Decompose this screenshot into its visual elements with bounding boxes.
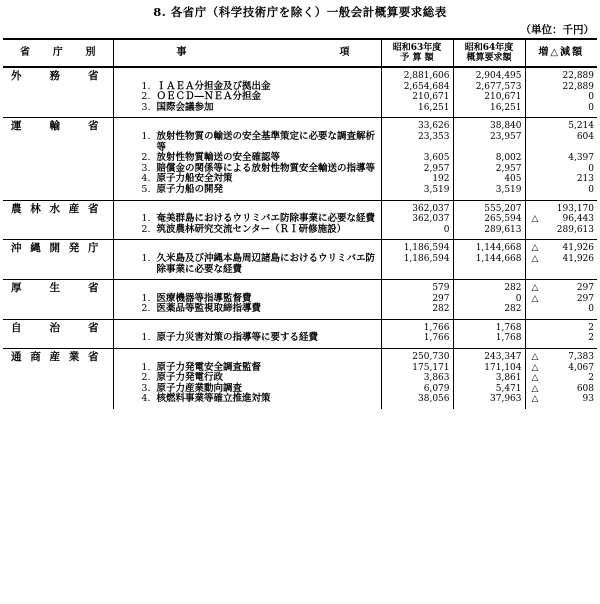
cell-diff: 0 [588,102,594,113]
cell-fy64: 1,768 [453,333,525,348]
cell-fy63: 1,766 [381,333,453,348]
cell-diff: 5,214 [525,118,597,132]
decrease-triangle-icon: △ [531,214,539,225]
cell-fy64: 1,144,668 [453,240,525,254]
cell-diff: 0 [588,184,594,195]
cell-fy64: 2,957 [453,164,525,175]
table-row-group-total [3,280,597,294]
item-number: 1. [141,130,151,142]
item-number: 3. [141,162,151,174]
decrease-triangle-icon: △ [531,283,539,294]
ministry-name: 沖縄開発庁 [3,240,113,280]
cell-fy64: 5,471 [453,384,525,395]
item-text: 原子力船安全対策 [156,173,233,185]
cell-fy63: 362,037 [381,200,453,214]
cell-diff: 0 [588,304,594,315]
cell-fy63: 2,957 [381,164,453,175]
item-cell [113,164,381,175]
item-text: 原子力船の開発 [156,183,224,195]
unit-label: （単位：千円） [520,24,594,36]
cell-fy63: 16,251 [381,103,453,118]
item-text: ＯＥＣＤ―ＮＥＡ分担金 [156,91,262,103]
cell-diff: 0 [588,92,594,103]
item-cell [113,132,381,153]
cell-fy64: 3,519 [453,185,525,200]
item-number: 4. [141,173,151,185]
item-cell [113,363,381,374]
ministry-name: 外務省 [3,67,113,118]
item-text: 賠償金の関係等による放射性物質安全輸送の指導等 [156,162,376,174]
item-cell [113,225,381,240]
item-number: 5. [141,183,151,195]
cell-diff: △ 4,067 [531,362,594,373]
budget-table [3,38,597,409]
item-text: 原子力災害対策の指導等に要する経費 [156,332,319,344]
cell-fy64: 2,904,495 [453,67,525,82]
cell-fy64: 2,677,573 [453,82,525,93]
item-number: 4. [141,393,151,405]
cell-fy63: 6,079 [381,384,453,395]
cell-fy64: 289,613 [453,225,525,240]
item-text: 原子力発電行政 [156,372,224,384]
cell-fy63: 1,186,594 [381,240,453,254]
item-number: 2. [141,223,151,235]
cell-diff: 22,889 [562,81,594,92]
cell-fy63: 23,353 [381,132,453,153]
cell-diff: △ 297 [525,280,597,294]
header-item: 事 項 [113,39,381,67]
item-number: 3. [141,382,151,394]
cell-diff: △ 7,383 [525,349,597,363]
cell-fy63: 210,671 [381,92,453,103]
group-total-label [113,200,381,214]
header-fy63: 昭和63年度 予 算 額 [381,39,453,67]
cell-fy63: 2,881,606 [381,67,453,82]
cell-diff: △ 41,926 [531,253,594,264]
ministry-name: 厚生省 [3,280,113,320]
decrease-triangle-icon: △ [531,253,539,264]
decrease-triangle-icon: △ [531,394,539,405]
cell-fy63: 3,519 [381,185,453,200]
group-total-label [113,118,381,132]
cell-diff: 193,170 [525,200,597,214]
ministry-name: 運輸省 [3,118,113,200]
item-text: 放射性物質の輸送の安全基準策定に必要な調査解析等 [156,130,376,153]
cell-fy63: 33,626 [381,118,453,132]
item-cell [113,304,381,319]
cell-fy63: 3,863 [381,373,453,384]
decrease-triangle-icon: △ [531,362,539,373]
group-total-label [113,280,381,294]
cell-fy64: 1,144,668 [453,254,525,280]
cell-fy64: 1,768 [453,319,525,333]
cell-fy64: 171,104 [453,363,525,374]
cell-fy64: 0 [453,294,525,305]
item-cell [113,185,381,200]
cell-fy64: 555,207 [453,200,525,214]
item-number: 2. [141,303,151,315]
cell-fy64: 282 [453,304,525,319]
cell-fy63: 1,766 [381,319,453,333]
header-ministry: 省庁別 [3,39,113,67]
cell-diff: 213 [576,174,594,185]
cell-fy63: 1,186,594 [381,254,453,280]
cell-fy63: 362,037 [381,214,453,225]
cell-diff: △ 41,926 [525,240,597,254]
ministry-name: 農林水産省 [3,200,113,240]
cell-fy64: 37,963 [453,394,525,409]
decrease-triangle-icon: △ [531,243,539,254]
cell-fy64: 265,594 [453,214,525,225]
cell-diff: 0 [588,163,594,174]
item-text: 放射性物質輸送の安全確認等 [156,152,281,164]
item-text: 原子力発電安全調査監督 [156,361,262,373]
cell-fy63: 192 [381,174,453,185]
item-cell [113,254,381,280]
cell-fy64: 8,002 [453,153,525,164]
cell-diff: 2 [525,319,597,333]
item-text: 核燃料事業等確立推進対策 [156,393,271,405]
table-row-group-total [3,200,597,214]
cell-diff: 289,613 [556,224,594,235]
decrease-triangle-icon: △ [531,352,539,363]
cell-diff: 4,397 [568,153,594,164]
table-row-group-total [3,67,597,82]
cell-fy63: 579 [381,280,453,294]
item-cell [113,333,381,348]
item-number: 3. [141,101,151,113]
item-text: 国際会議参加 [156,101,214,113]
item-cell [113,92,381,103]
cell-fy64: 405 [453,174,525,185]
header-diff: 増△減額 [525,39,597,67]
cell-fy64: 38,840 [453,118,525,132]
item-number: 1. [141,213,151,225]
item-number: 1. [141,80,151,92]
cell-fy63: 282 [381,304,453,319]
cell-diff: △ 2 [531,373,594,384]
table-row-group-total [3,118,597,132]
cell-diff: △ 96,443 [531,214,594,225]
item-number: 2. [141,152,151,164]
table-row-group-total [3,240,597,254]
cell-fy64: 23,957 [453,132,525,153]
cell-fy63: 250,730 [381,349,453,363]
cell-fy64: 3,861 [453,373,525,384]
cell-fy63: 297 [381,294,453,305]
ministry-name: 自治省 [3,319,113,348]
item-cell [113,394,381,409]
header-fy64: 昭和64年度 概算要求額 [453,39,525,67]
group-total-label [113,240,381,254]
cell-fy64: 243,347 [453,349,525,363]
table-row-group-total [3,349,597,363]
item-cell [113,103,381,118]
cell-fy64: 210,671 [453,92,525,103]
group-total-label [113,67,381,82]
decrease-triangle-icon: △ [531,293,539,304]
cell-fy64: 16,251 [453,103,525,118]
item-cell [113,174,381,185]
item-text: 久米島及び沖縄本島周辺諸島におけるウリミバエ防除事業に必要な経費 [156,252,376,275]
cell-fy63: 3,605 [381,153,453,164]
decrease-triangle-icon: △ [531,373,539,384]
group-total-label [113,349,381,363]
cell-diff: △ 608 [531,383,594,394]
decrease-triangle-icon: △ [531,383,539,394]
item-text: 医薬品等監視取締指導費 [156,303,262,315]
item-text: 筑波農林研究交流センター（ＲＩ研修施設） [156,223,347,235]
cell-fy63: 0 [381,225,453,240]
cell-fy63: 175,171 [381,363,453,374]
page-title: 8. 各省庁（科学技術庁を除く）一般会計概算要求総表 [153,5,447,19]
cell-diff: △ 93 [531,394,594,405]
item-number: 1. [141,361,151,373]
item-number: 1. [141,292,151,304]
table-header-row [3,39,597,67]
item-number: 1. [141,332,151,344]
item-text: 奄美群島におけるウリミバエ防除事業に必要な経費 [156,213,376,225]
cell-diff: 2 [588,333,594,344]
item-text: 原子力産業動向調査 [156,382,243,394]
cell-diff: 604 [576,131,594,142]
cell-fy63: 38,056 [381,394,453,409]
ministry-name: 通商産業省 [3,349,113,409]
item-cell [113,373,381,384]
item-text: 医療機器等指導監督費 [156,292,252,304]
cell-fy64: 282 [453,280,525,294]
item-number: 1. [141,252,151,264]
item-number: 2. [141,372,151,384]
item-text: ＩＡＥＡ分担金及び拠出金 [156,80,271,92]
item-number: 2. [141,91,151,103]
cell-diff: 22,889 [525,67,597,82]
cell-diff: △ 297 [531,293,594,304]
cell-fy63: 2,654,684 [381,82,453,93]
